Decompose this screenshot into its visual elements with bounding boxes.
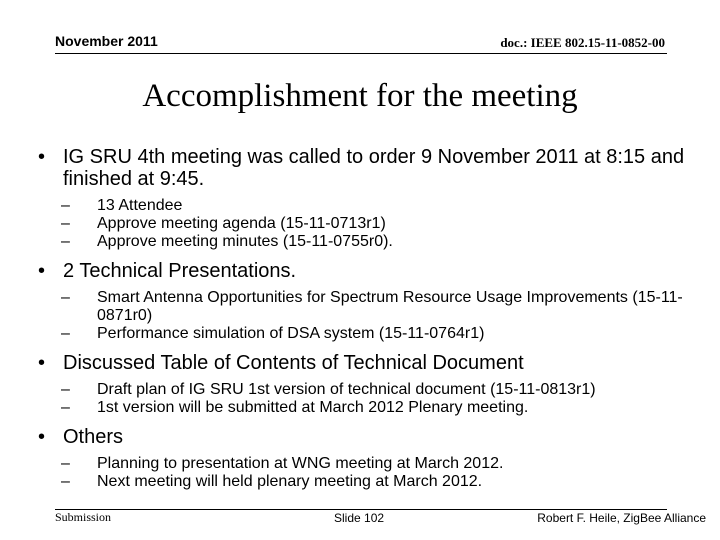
dash-icon: – [61, 197, 70, 214]
sub-bullet-text: 1st version will be submitted at March 2012 Plenary meeting. [97, 399, 529, 416]
header-date: November 2011 [55, 33, 158, 49]
sub-bullet-item [38, 381, 688, 399]
sub-bullet-text: 13 Attendee [97, 197, 183, 214]
dash-icon: – [61, 473, 70, 490]
sub-bullet-text: Approve meeting agenda (15-11-0713r1) [97, 215, 386, 232]
sub-bullet-text: Approve meeting minutes (15-11-0755r0). [97, 233, 393, 250]
header-doc-id: doc.: IEEE 802.15-11-0852-00 [500, 35, 665, 50]
bullet-item [38, 146, 688, 190]
bullet-item [38, 426, 688, 448]
bullet-item [38, 352, 688, 374]
dash-icon: – [61, 455, 70, 472]
sub-bullet-item [38, 399, 688, 417]
footer-submission: Submission [55, 510, 112, 524]
sub-bullet-item [38, 215, 688, 233]
bullet-text: Discussed Table of Contents of Technical Document [63, 352, 524, 374]
bullet-group [38, 352, 688, 417]
dash-icon: – [61, 233, 70, 250]
bullet-text: Others [63, 426, 124, 448]
bullet-group [38, 260, 688, 343]
bullet-dot-icon: • [38, 146, 46, 168]
dash-icon: – [61, 399, 70, 416]
footer-divider [55, 509, 667, 510]
sub-bullet-item [38, 289, 688, 325]
bullet-group [38, 146, 688, 251]
sub-bullet-text: Performance simulation of DSA system (15-11-0764r1) [97, 325, 485, 342]
slide-body [38, 146, 688, 500]
sub-bullet-item [38, 455, 688, 473]
dash-icon: – [61, 325, 70, 342]
sub-bullet-item [38, 325, 688, 343]
footer-author: Robert F. Heile, ZigBee Alliance [537, 511, 706, 525]
bullet-text: IG SRU 4th meeting was called to order 9 November 2011 at 8:15 and finished at 9:45. [63, 146, 685, 190]
bullet-dot-icon: • [38, 352, 46, 374]
sub-bullet-text: Planning to presentation at WNG meeting at March 2012. [97, 455, 504, 472]
bullet-dot-icon: • [38, 426, 46, 448]
sub-bullet-text: Next meeting will held plenary meeting at March 2012. [97, 473, 483, 490]
sub-bullet-text: Draft plan of IG SRU 1st version of technical document (15-11-0813r1) [97, 381, 596, 398]
dash-icon: – [61, 215, 70, 232]
bullet-text: 2 Technical Presentations. [63, 260, 297, 282]
slide-title: Accomplishment for the meeting [142, 78, 578, 114]
header-divider [55, 53, 667, 54]
bullet-dot-icon: • [38, 260, 46, 282]
sub-bullet-item [38, 473, 688, 491]
sub-bullet-item [38, 197, 688, 215]
dash-icon: – [61, 289, 70, 306]
sub-bullet-text: Smart Antenna Opportunities for Spectrum Resource Usage Improvements (15-11-0871r0) [97, 289, 683, 324]
bullet-group [38, 426, 688, 491]
footer-slide-number: Slide 102 [334, 511, 385, 525]
bullet-item [38, 260, 688, 282]
dash-icon: – [61, 381, 70, 398]
sub-bullet-item [38, 233, 688, 251]
